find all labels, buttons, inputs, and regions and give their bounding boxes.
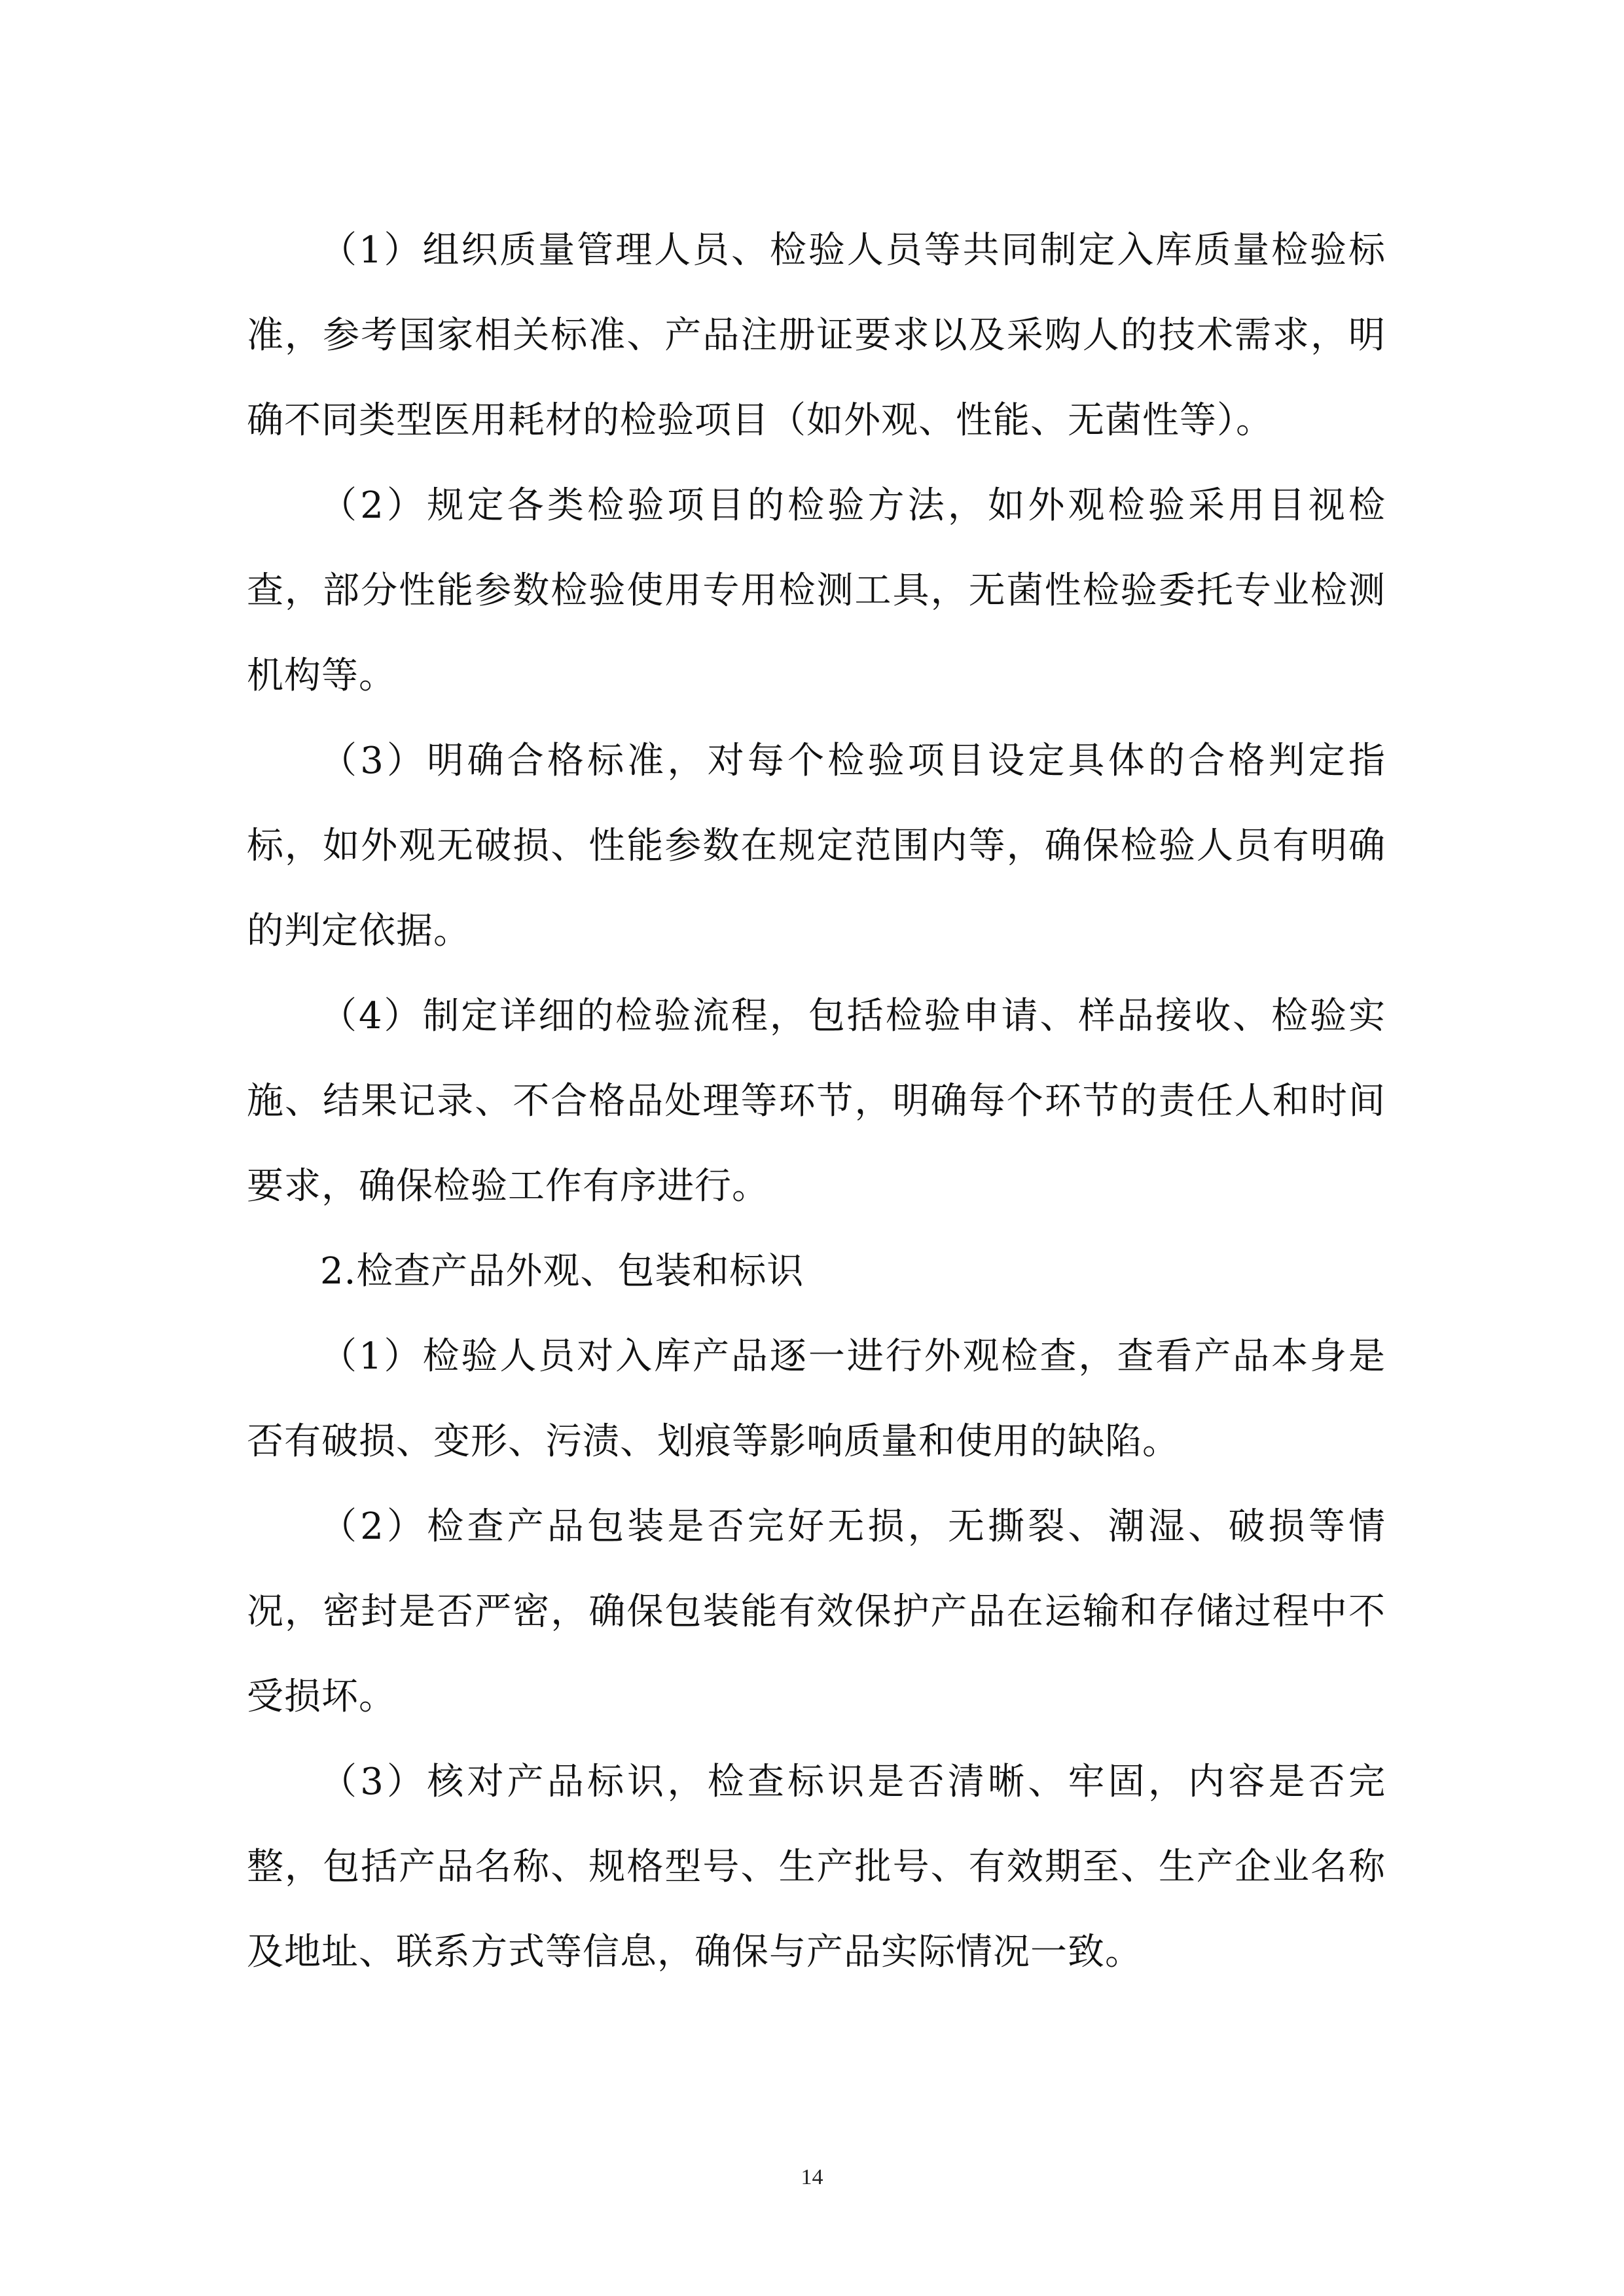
page-number: 14 bbox=[801, 2165, 823, 2189]
paragraph-2: （2）规定各类检验项目的检验方法，如外观检验采用目视检查，部分性能参数检验使用专用检测工具，无菌性检验委托专业检测机构等。 bbox=[247, 484, 1386, 697]
section-heading: 2.检查产品外观、包装和标识 bbox=[320, 1250, 804, 1293]
section-paragraph-3: （3）核对产品标识，检查标识是否清晰、牢固，内容是否完整，包括产品名称、规格型号、生产批号、有效期至、生产企业名称及地址、联系方式等信息，确保与产品实际情况一致。 bbox=[247, 1761, 1386, 1973]
paragraph-3: （3）明确合格标准，对每个检验项目设定具体的合格判定指标，如外观无破损、性能参数在规定范围内等，确保检验人员有明确的判定依据。 bbox=[247, 740, 1386, 952]
section-paragraph-2: （2）检查产品包装是否完好无损，无撕裂、潮湿、破损等情况，密封是否严密，确保包装能有效保护产品在运输和存储过程中不受损坏。 bbox=[247, 1505, 1386, 1718]
section-paragraph-1: （1）检验人员对入库产品逐一进行外观检查，查看产品本身是否有破损、变形、污渍、划痕等影响质量和使用的缺陷。 bbox=[247, 1335, 1386, 1463]
paragraph-4: （4）制定详细的检验流程，包括检验申请、样品接收、检验实施、结果记录、不合格品处理等环节，明确每个环节的责任人和时间要求，确保检验工作有序进行。 bbox=[247, 995, 1386, 1208]
body-text bbox=[247, 208, 1386, 1995]
paragraph-1: （1）组织质量管理人员、检验人员等共同制定入库质量检验标准，参考国家相关标准、产品注册证要求以及采购人的技术需求，明确不同类型医用耗材的检验项目（如外观、性能、无菌性等）。 bbox=[247, 229, 1386, 442]
